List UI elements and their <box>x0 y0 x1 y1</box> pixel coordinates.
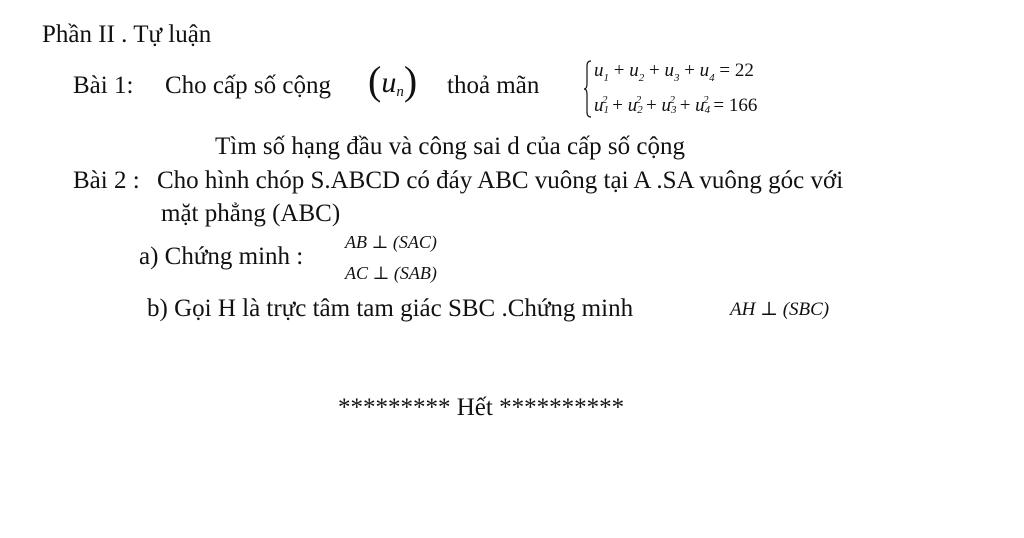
end-marker: ********* Hết ********** <box>338 394 625 421</box>
problem2-line2: mặt phẳng (ABC) <box>161 200 341 227</box>
system-brace <box>584 60 592 118</box>
section-title: Phần II . Tự luận <box>42 21 212 48</box>
part-a-label: a) Chứng minh : <box>139 243 304 270</box>
part-b-text: b) Gọi H là trực tâm tam giác SBC .Chứng minh <box>147 295 634 322</box>
sequence-notation: $(u_n)$ <box>368 58 418 103</box>
problem1-task: Tìm số hạng đầu và công sai d của cấp số cộng <box>215 133 686 160</box>
problem1-label: Bài 1: <box>73 72 134 99</box>
problem2-line1: Cho hình chóp S.ABCD có đáy ABC vuông tại A .SA vuông góc với <box>157 167 844 194</box>
equation-2-rhs: = 166 <box>713 95 758 116</box>
part-a-eq1: AB ⊥ (SAC) <box>345 232 437 252</box>
equation-1: $u_1 + u_2 + u_3 + u_4 = 22$ <box>594 60 754 84</box>
equation-1-rhs: = 22 <box>719 60 754 81</box>
sequence-subscript: n <box>396 84 404 101</box>
problem2-label: Bài 2 : <box>73 167 140 194</box>
sequence-symbol: u <box>381 66 397 99</box>
part-a-eq2: AC ⊥ (SAB) <box>345 263 437 283</box>
equation-2: $u_1^2 + u_2^2 + u_3^2 + u_4^2 = 166$ <box>594 94 758 116</box>
condition-text: thoả mãn <box>447 72 540 99</box>
part-b-eq: AH ⊥ (SBC) <box>730 299 830 320</box>
problem1-lead-text: Cho cấp số cộng <box>165 72 331 99</box>
